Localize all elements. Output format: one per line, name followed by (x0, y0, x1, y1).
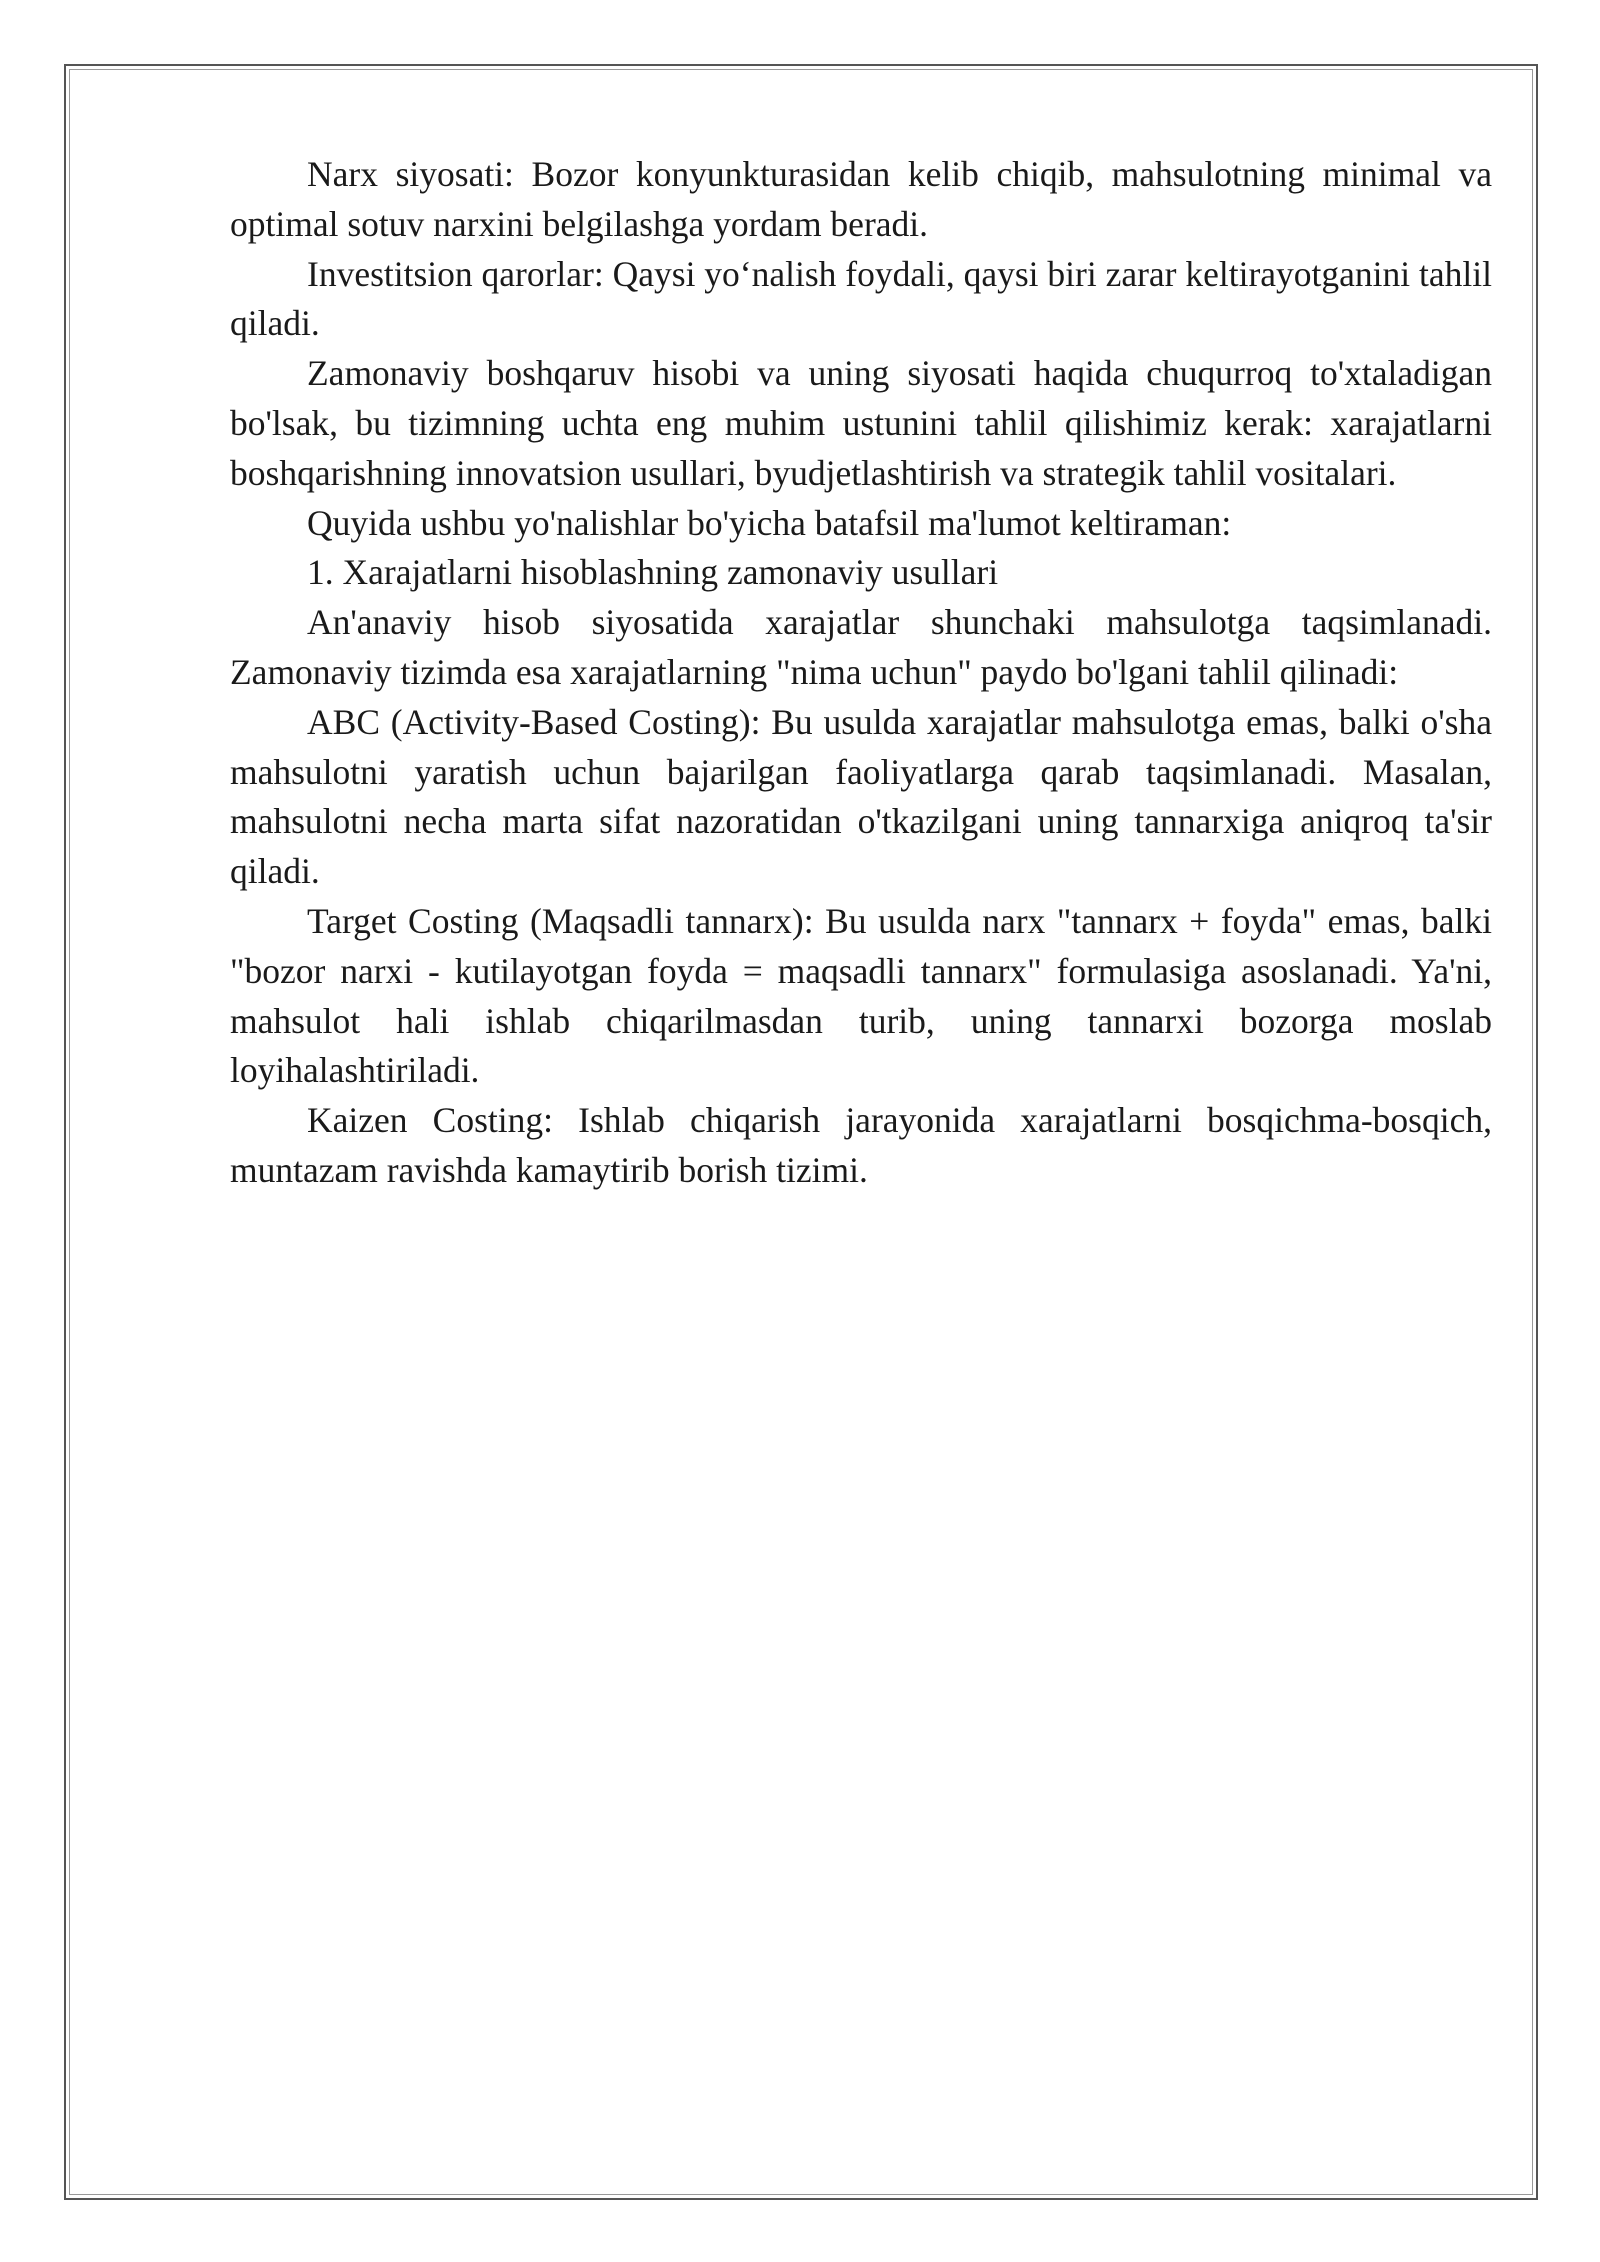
paragraph-target-costing: Target Costing (Maqsadli tannarx): Bu usulda narx "tannarx + foyda" emas, balki "bozor narxi - kutilayotgan foyda = maqsadli tannarx" formulasiga asoslanadi. Ya'ni, mahsulot hali ishlab chiqarilmasdan turib, uning tannarxi bozorga moslab loyihalashtiriladi. (230, 900, 1492, 1091)
paragraph-kaizen-costing: Kaizen Costing: Ishlab chiqarish jarayonida xarajatlarni bosqichma-bosqich, muntazam ravishda kamaytirib borish tizimi. (230, 1100, 1492, 1190)
paragraph-abc-costing: ABC (Activity-Based Costing): Bu usulda xarajatlar mahsulotga emas, balki o'sha mahsulotni yaratish uchun bajarilgan faoliyatlarga qarab taqsimlanadi. Masalan, mahsulotni necha marta sifat nazoratidan o'tkazilgani uning tannarxiga aniqroq ta'sir qiladi. (230, 701, 1492, 892)
paragraph-ananaviy-hisob: An'anaviy hisob siyosatida xarajatlar shunchaki mahsulotga taqsimlanadi. Zamonaviy tizimda esa xarajatlarning "nima uchun" paydo bo'lgani tahlil qilinadi: (230, 602, 1492, 692)
section-heading-xarajatlar: 1. Xarajatlarni hisoblashning zamonaviy usullari (307, 552, 999, 593)
document-body (230, 150, 1492, 1196)
paragraph-quyida: Quyida ushbu yo'nalishlar bo'yicha batafsil ma'lumot keltiraman: (307, 502, 1232, 543)
paragraph-zamonaviy-boshqaruv: Zamonaviy boshqaruv hisobi va uning siyosati haqida chuqurroq to'xtaladigan bo'lsak, bu tizimning uchta eng muhim ustunini tahlil qilishimiz kerak: xarajatlarni boshqarishning innovatsion usullari, byudjetlashtirish va strategik tahlil vositalari. (230, 353, 1492, 493)
paragraph-investitsion-qarorlar: Investitsion qarorlar: Qaysi yo‘nalish foydali, qaysi biri zarar keltirayotganini tahlil qiladi. (230, 253, 1492, 344)
paragraph-narx-siyosati: Narx siyosati: Bozor konyunkturasidan kelib chiqib, mahsulotning minimal va optimal sotuv narxini belgilashga yordam beradi. (230, 154, 1492, 244)
